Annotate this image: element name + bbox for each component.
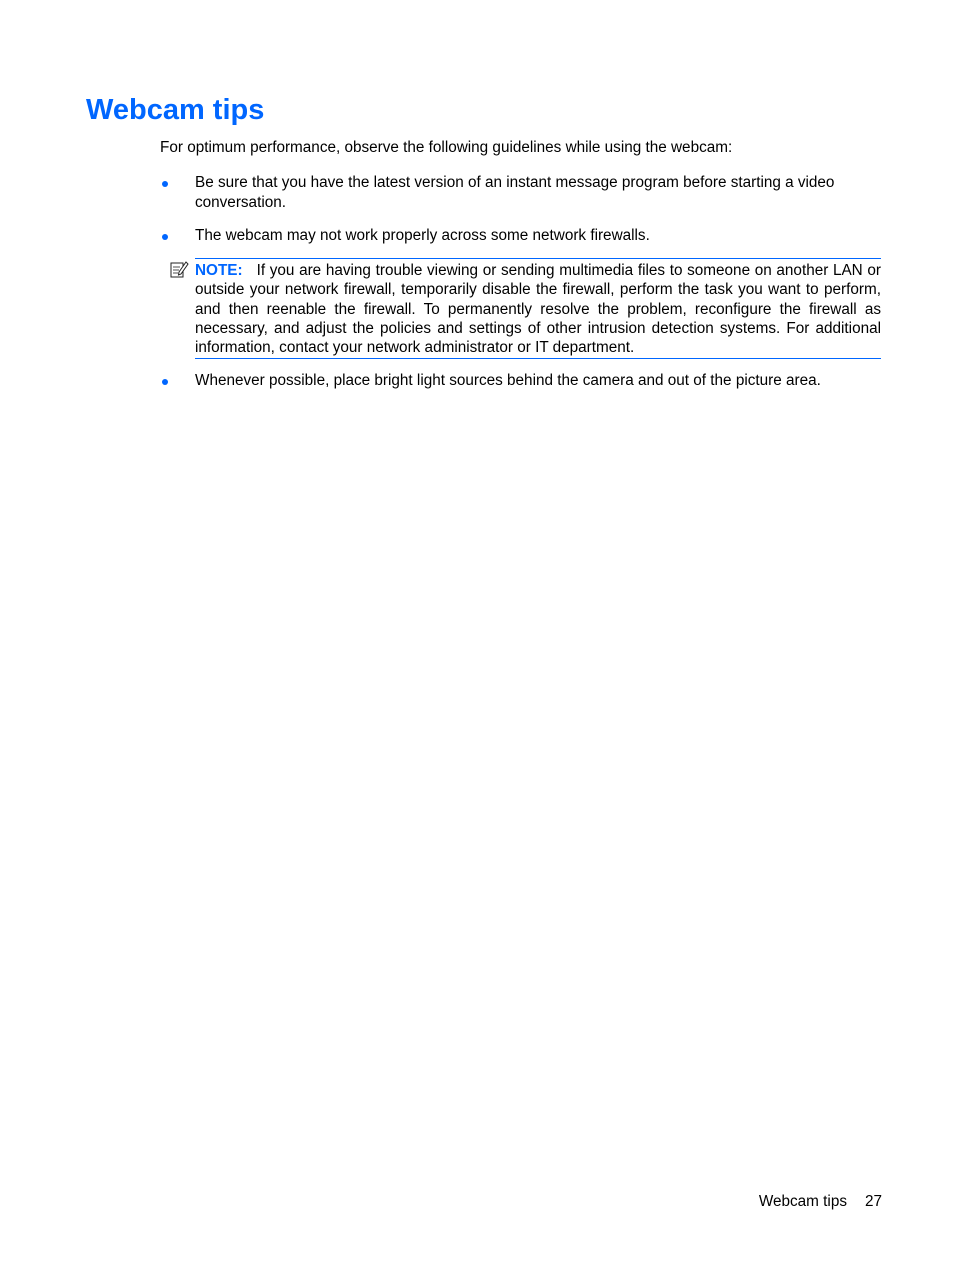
list-item — [160, 371, 882, 391]
list-item-text: The webcam may not work properly across some network firewalls. — [195, 227, 650, 244]
intro-paragraph: For optimum performance, observe the following guidelines while using the webcam: — [160, 139, 733, 156]
note-callout — [170, 258, 882, 356]
bullet-icon — [162, 234, 168, 240]
page-number: 27 — [864, 1193, 882, 1210]
note-box — [195, 258, 881, 359]
footer-section-title: Webcam tips — [758, 1193, 847, 1210]
bullet-icon — [162, 379, 168, 385]
bullet-icon — [162, 181, 168, 187]
list-item-text: Whenever possible, place bright light sources behind the camera and out of the picture area. — [195, 372, 821, 389]
note-pencil-icon — [170, 260, 189, 278]
list-item — [160, 226, 882, 246]
list-item — [160, 173, 882, 213]
note-text: If you are having trouble viewing or sending multimedia files to someone on another LAN or outside your network firewall, temporarily disable the firewall, perform the task you want to perform, and then reenable the firewall. To permanently resolve the problem, reconfigure the firewall as necessary, and adjust the policies and settings of other intrusion detection systems. For additional information, contact your network administrator or IT department. — [195, 262, 881, 357]
note-label: NOTE: — [195, 262, 243, 279]
page-title: Webcam tips — [86, 94, 265, 126]
page-footer — [759, 1192, 882, 1212]
list-item-text: Be sure that you have the latest version of an instant message program before starting a video conversation. — [195, 174, 835, 211]
